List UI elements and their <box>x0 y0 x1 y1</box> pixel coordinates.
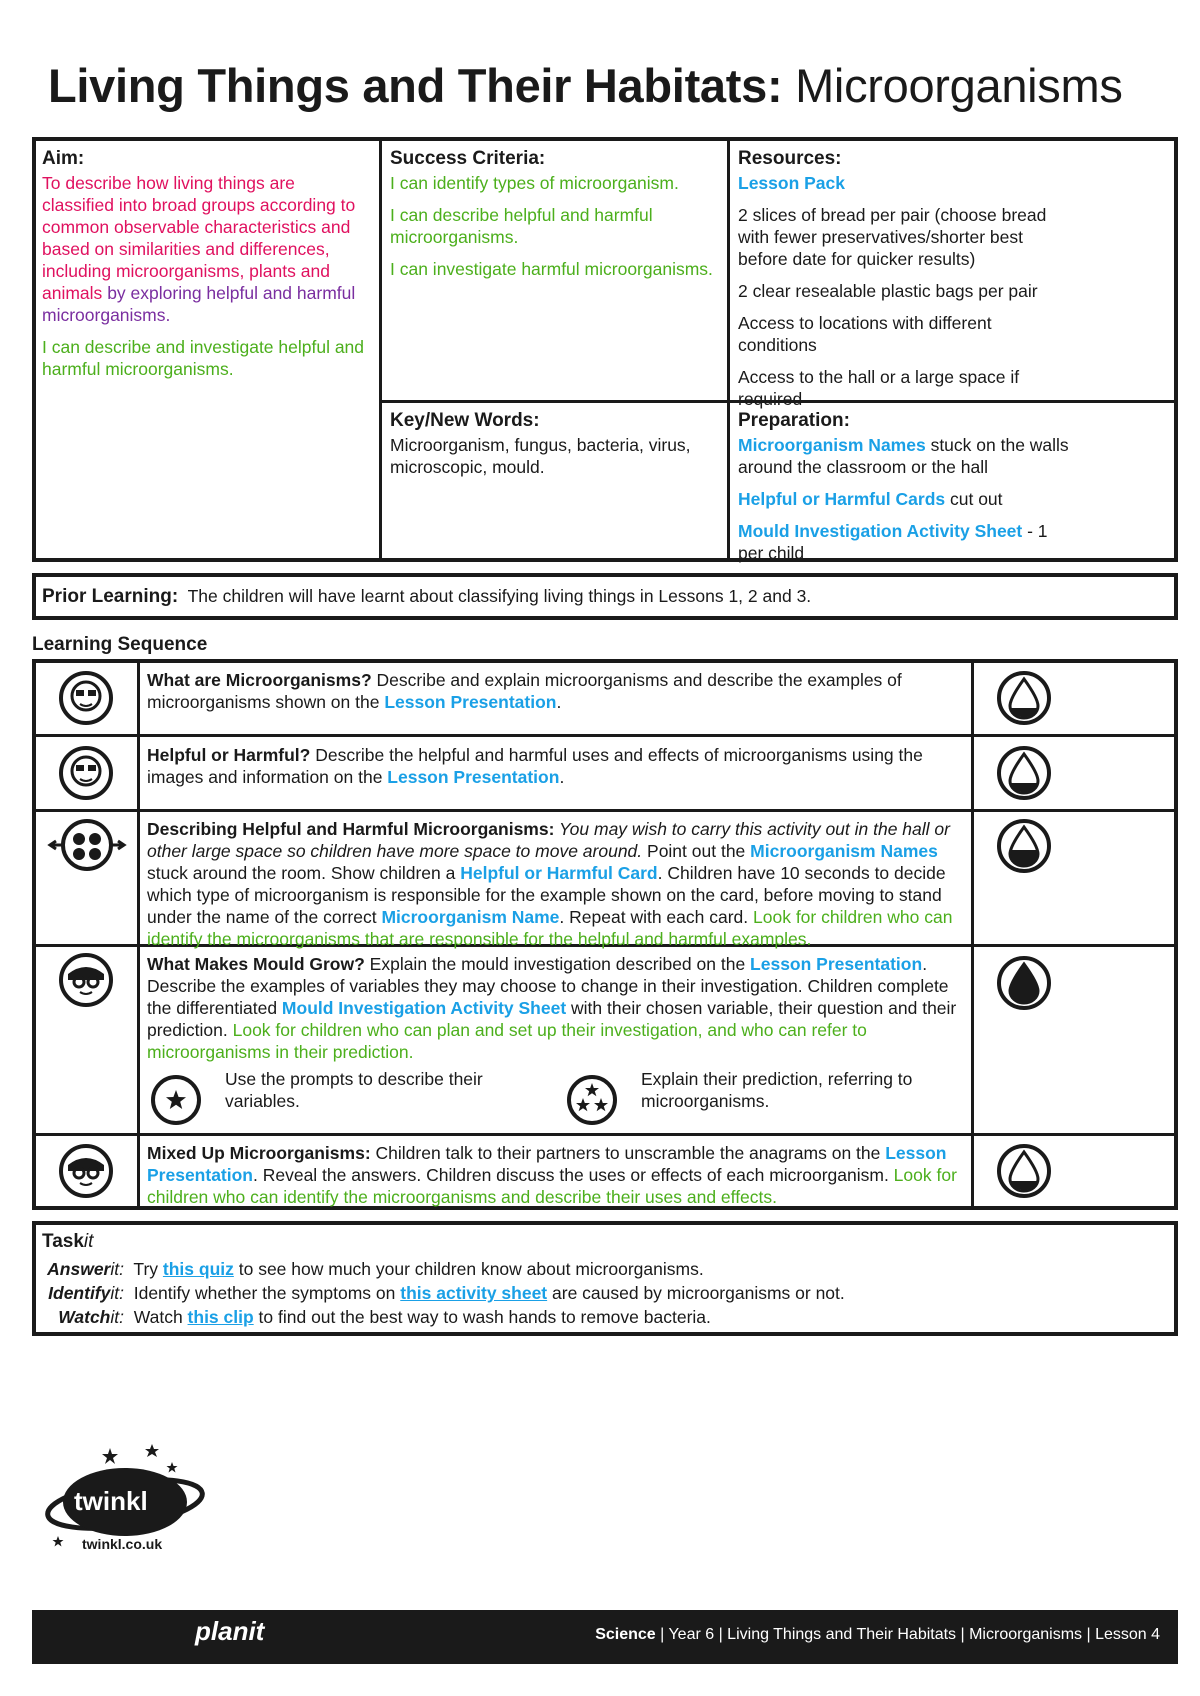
seq-text: . <box>556 692 562 712</box>
identify-it-row <box>42 1282 845 1304</box>
assessment-drop-icon <box>990 745 1058 801</box>
success-item: I can identify types of microorganism. <box>390 173 679 193</box>
prep-text: cut out <box>945 489 1003 509</box>
microorganism-names-link[interactable]: Microorganism Names <box>750 841 938 861</box>
seq-assessment: Look for children who can identify the microorganisms and describe their uses and effects. <box>147 1165 957 1207</box>
success-criteria-cell <box>390 148 720 290</box>
prep-link[interactable]: Helpful or Harmful Cards <box>738 489 946 509</box>
prep-text: - 1 per child <box>738 521 1048 563</box>
twinkl-wordmark: twinkl <box>74 1486 148 1516</box>
title-bold: Living Things and Their Habitats: <box>48 59 783 112</box>
twinkl-site: twinkl.co.uk <box>82 1536 163 1552</box>
one-star-icon <box>148 1072 204 1128</box>
prep-link[interactable]: Mould Investigation Activity Sheet <box>738 521 1023 541</box>
title-light: Microorganisms <box>795 59 1123 112</box>
task-text: are caused by microorganisms or not. <box>547 1283 845 1303</box>
task-label-suffix: it: <box>110 1259 124 1279</box>
seq-title: Helpful or Harmful? <box>147 745 311 765</box>
aim-heading: Aim: <box>42 148 85 169</box>
individual-icon <box>52 952 120 1008</box>
aim-text-purple: by exploring helpful and harmful microorganisms. <box>42 283 356 325</box>
footer-crumbs: | Year 6 | Living Things and Their Habitats | Microorganisms | Lesson 4 <box>655 1626 1160 1643</box>
aim-text: To describe how living things are classified into broad groups according to common observable characteristics and based on similarities and differences, including microorganisms, plants and animals <box>42 173 356 303</box>
learning-sequence-heading: Learning Sequence <box>32 634 208 655</box>
pair-icon <box>52 1143 120 1199</box>
resource-item: 2 clear resealable plastic bags per pair <box>738 281 1038 301</box>
task-label: Identify <box>48 1283 111 1303</box>
task-text: Watch <box>133 1307 188 1327</box>
resources-cell <box>738 148 1070 420</box>
seq-assessment: Look for children who can plan and set up their investigation, and who can refer to microorganisms in their prediction. <box>147 1020 867 1062</box>
page-title <box>48 58 1123 113</box>
three-star-icon <box>564 1072 620 1128</box>
seq-text: Explain the mould investigation described on the <box>364 954 751 974</box>
lesson-presentation-link[interactable]: Lesson Presentation <box>387 767 560 787</box>
footer-breadcrumb <box>595 1626 1160 1644</box>
key-words-cell <box>390 410 720 488</box>
seq-text: Describe and explain microorganisms and describe the examples of microorganisms shown on the <box>147 670 902 712</box>
seq-title: What Makes Mould Grow? <box>147 954 365 974</box>
sequence-row-2 <box>147 744 962 788</box>
grid-divider <box>727 139 730 560</box>
task-text: Try <box>133 1259 163 1279</box>
seq-divider <box>971 661 974 1208</box>
grid-divider <box>379 139 382 560</box>
task-text: to see how much your children know about microorganisms. <box>233 1259 704 1279</box>
twinkl-logo[interactable] <box>40 1436 210 1556</box>
diff-one-star: Use the prompts to describe their variables. <box>225 1069 483 1111</box>
sequence-row-3 <box>147 818 962 950</box>
assessment-drop-icon <box>990 670 1058 726</box>
seq-text: Point out the <box>642 841 751 861</box>
assessment-drop-icon <box>990 955 1058 1011</box>
taskit-heading <box>42 1231 93 1253</box>
seq-text: with their chosen variable, their question and their prediction. <box>147 998 957 1040</box>
task-label-suffix: it: <box>110 1307 124 1327</box>
quiz-link[interactable]: this quiz <box>162 1259 234 1279</box>
prior-learning <box>42 585 1162 608</box>
taskit-heading-it: it <box>83 1231 94 1252</box>
lesson-presentation-link[interactable]: Lesson Presentation <box>147 1143 947 1185</box>
seq-row-divider <box>34 809 1176 812</box>
helpful-harmful-card-link[interactable]: Helpful or Harmful Card <box>460 863 658 883</box>
planit-brand: planit <box>195 1616 265 1646</box>
seq-text: . Repeat with each card. <box>559 907 749 927</box>
key-words-text: Microorganism, fungus, bacteria, virus, microscopic, mould. <box>390 435 691 477</box>
answer-it-row <box>42 1258 704 1280</box>
taskit-heading-bold: Task <box>42 1231 84 1252</box>
aim-cell <box>42 148 370 390</box>
prior-learning-label: Prior Learning: <box>42 586 179 607</box>
sequence-row-4 <box>147 953 962 1063</box>
seq-title: Mixed Up Microorganisms: <box>147 1143 371 1163</box>
seq-assessment: Look for children who can identify the microorganisms that are responsible for the helpful and harmful examples. <box>147 907 953 949</box>
prep-text: stuck on the walls around the classroom or the hall <box>738 435 1069 477</box>
task-label: Watch <box>58 1307 111 1327</box>
resource-item: Access to the hall or a large space if required <box>738 367 1020 409</box>
success-item: I can describe helpful and harmful microorganisms. <box>390 205 653 247</box>
activity-sheet-link[interactable]: this activity sheet <box>400 1283 548 1303</box>
sequence-row-1 <box>147 669 962 713</box>
clip-link[interactable]: this clip <box>187 1307 254 1327</box>
task-label: Answer <box>47 1259 111 1279</box>
lesson-presentation-link[interactable]: Lesson Presentation <box>750 954 923 974</box>
watch-it-row <box>42 1306 711 1328</box>
diff-three-star: Explain their prediction, referring to microorganisms. <box>641 1069 913 1111</box>
seq-title: What are Microorganisms? <box>147 670 372 690</box>
whole-class-icon <box>52 670 120 726</box>
seq-text: Children talk to their partners to unscramble the anagrams on the <box>370 1143 886 1163</box>
preparation-heading: Preparation: <box>738 410 850 431</box>
microorganism-name-link[interactable]: Microorganism Name <box>381 907 560 927</box>
task-label-suffix: it: <box>110 1283 124 1303</box>
key-words-heading: Key/New Words: <box>390 410 540 431</box>
resource-item: 2 slices of bread per pair (choose bread with fewer preservatives/shorter best before date for quicker results) <box>738 205 1047 269</box>
seq-text: . Reveal the answers. Children discuss the uses or effects of each microorganism. <box>253 1165 889 1185</box>
seq-text: . Children have 10 seconds to decide which type of microorganism is responsible for the example shown on the card, before moving to stand under the name of the correct <box>147 863 946 927</box>
success-item: I can investigate harmful microorganisms. <box>390 259 713 279</box>
footer-subject: Science <box>595 1626 656 1643</box>
assessment-drop-icon <box>990 1143 1058 1199</box>
lesson-presentation-link[interactable]: Lesson Presentation <box>384 692 557 712</box>
resources-heading: Resources: <box>738 148 842 169</box>
seq-title: Describing Helpful and Harmful Microorganisms: <box>147 819 555 839</box>
whole-class-icon <box>52 745 120 801</box>
sequence-row-5 <box>147 1142 962 1208</box>
success-heading: Success Criteria: <box>390 148 546 169</box>
group-activity-icon <box>44 815 130 875</box>
mould-activity-sheet-link[interactable]: Mould Investigation Activity Sheet <box>281 998 567 1018</box>
preparation-cell <box>738 410 1070 574</box>
seq-italic: You may wish to carry this activity out in the hall or other large space so children have more space to move around. <box>147 819 950 861</box>
seq-text: . <box>559 767 565 787</box>
seq-text: . Describe the examples of variables they may choose to change in their investigation. Children complete the differentiated <box>147 954 949 1018</box>
prep-link[interactable]: Microorganism Names <box>738 435 926 455</box>
assessment-drop-icon <box>990 818 1058 874</box>
task-text: Identify whether the symptoms on <box>133 1283 401 1303</box>
seq-row-divider <box>34 734 1176 737</box>
seq-text: stuck around the room. Show children a <box>147 863 461 883</box>
lesson-pack-link[interactable]: Lesson Pack <box>738 173 845 193</box>
seq-text: Describe the helpful and harmful uses and effects of microorganisms using the images and information on the <box>147 745 923 787</box>
seq-row-divider <box>34 1133 1176 1136</box>
prior-learning-text: The children will have learnt about classifying living things in Lessons 1, 2 and 3. <box>187 586 812 606</box>
aim-i-can: I can describe and investigate helpful and harmful microorganisms. <box>42 337 365 379</box>
task-text: to find out the best way to wash hands to remove bacteria. <box>253 1307 711 1327</box>
resource-item: Access to locations with different conditions <box>738 313 992 355</box>
seq-divider <box>137 661 140 1208</box>
